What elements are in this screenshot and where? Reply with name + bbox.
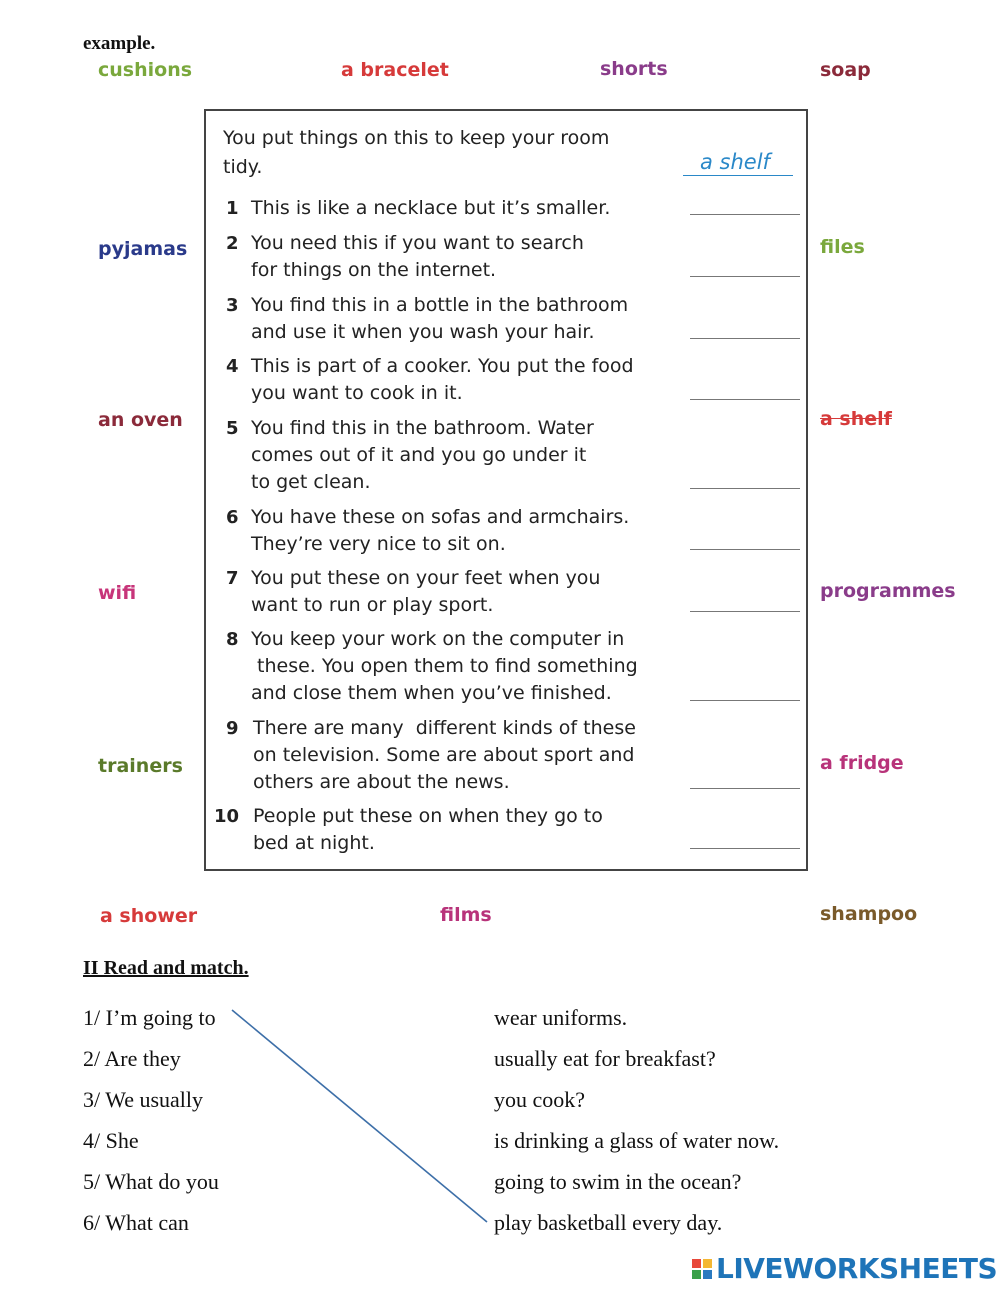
example-line-2: tidy. xyxy=(223,156,263,178)
match-left-item[interactable]: 1/ I’m going to xyxy=(83,1005,216,1030)
word-shorts: shorts xyxy=(600,58,668,80)
question-number: 4 xyxy=(226,356,239,377)
question-text: There are many different kinds of these xyxy=(253,717,636,739)
word-soap: soap xyxy=(820,59,871,81)
question-text: You find this in the bathroom. Water xyxy=(251,417,594,439)
question-number: 2 xyxy=(226,233,239,254)
logo-square-blue xyxy=(703,1270,712,1279)
word-cushions: cushions xyxy=(98,59,193,81)
liveworksheets-logo: LIVEWORKSHEETS xyxy=(716,1252,998,1285)
question-text: to get clean. xyxy=(251,471,371,493)
question-text: comes out of it and you go under it xyxy=(251,444,587,466)
question-number: 6 xyxy=(226,507,239,528)
question-number: 5 xyxy=(226,418,239,439)
word-oven: an oven xyxy=(98,409,183,431)
match-right-item[interactable]: usually eat for breakfast? xyxy=(494,1046,716,1071)
question-number: 10 xyxy=(214,806,240,827)
question-text: bed at night. xyxy=(253,832,375,854)
question-text: This is part of a cooker. You put the food xyxy=(251,355,634,377)
word-films: films xyxy=(440,904,492,926)
example-answer: a shelf xyxy=(700,150,770,174)
logo-square-yellow xyxy=(703,1259,712,1268)
match-left-item[interactable]: 4/ She xyxy=(83,1128,139,1153)
word-shower: a shower xyxy=(100,905,198,927)
example-line-1: You put things on this to keep your room xyxy=(223,127,610,149)
question-number: 1 xyxy=(226,198,239,219)
question-text: You keep your work on the computer in xyxy=(251,628,625,650)
question-number: 9 xyxy=(226,718,239,739)
word-bracelet: a bracelet xyxy=(341,59,449,81)
logo-square-green xyxy=(692,1270,701,1279)
question-number: 8 xyxy=(226,629,239,650)
question-text: You find this in a bottle in the bathroom xyxy=(251,294,629,316)
question-text: You need this if you want to search xyxy=(251,232,584,254)
question-text: these. You open them to find something xyxy=(251,655,638,677)
question-text: on television. Some are about sport and xyxy=(253,744,635,766)
match-left-item[interactable]: 2/ Are they xyxy=(83,1046,181,1071)
question-number: 7 xyxy=(226,568,239,589)
match-left-item[interactable]: 5/ What do you xyxy=(83,1169,219,1194)
match-left-item[interactable]: 6/ What can xyxy=(83,1210,189,1235)
question-text: and close them when you’ve finished. xyxy=(251,682,612,704)
match-right-item[interactable]: going to swim in the ocean? xyxy=(494,1169,742,1194)
section-2-title: II Read and match. xyxy=(83,957,249,979)
question-text: This is like a necklace but it’s smaller. xyxy=(251,197,611,219)
match-right-item[interactable]: wear uniforms. xyxy=(494,1005,628,1030)
match-left-item[interactable]: 3/ We usually xyxy=(83,1087,204,1112)
question-number: 3 xyxy=(226,295,239,316)
match-right-item[interactable]: play basketball every day. xyxy=(494,1210,723,1235)
question-text: others are about the news. xyxy=(253,771,510,793)
word-shampoo: shampoo xyxy=(820,903,918,925)
match-right-item[interactable]: is drinking a glass of water now. xyxy=(494,1128,780,1153)
question-text: People put these on when they go to xyxy=(253,805,603,827)
match-line xyxy=(232,1010,487,1222)
question-text: You put these on your feet when you xyxy=(251,567,601,589)
example-label: example. xyxy=(83,33,156,54)
word-fridge: a fridge xyxy=(820,752,904,774)
word-shelf-crossed: a shelf xyxy=(820,408,892,430)
word-files: files xyxy=(820,236,865,258)
question-text: want to run or play sport. xyxy=(251,594,494,616)
match-right-item[interactable]: you cook? xyxy=(494,1087,586,1112)
question-text: for things on the internet. xyxy=(251,259,497,281)
word-trainers: trainers xyxy=(98,755,183,777)
question-text: you want to cook in it. xyxy=(251,382,463,404)
word-wifi: wifi xyxy=(98,582,137,604)
word-pyjamas: pyjamas xyxy=(98,238,188,260)
question-text: You have these on sofas and armchairs. xyxy=(251,506,630,528)
question-text: and use it when you wash your hair. xyxy=(251,321,595,343)
logo-square-red xyxy=(692,1259,701,1268)
word-programmes: programmes xyxy=(820,580,956,602)
question-text: They’re very nice to sit on. xyxy=(251,533,506,555)
